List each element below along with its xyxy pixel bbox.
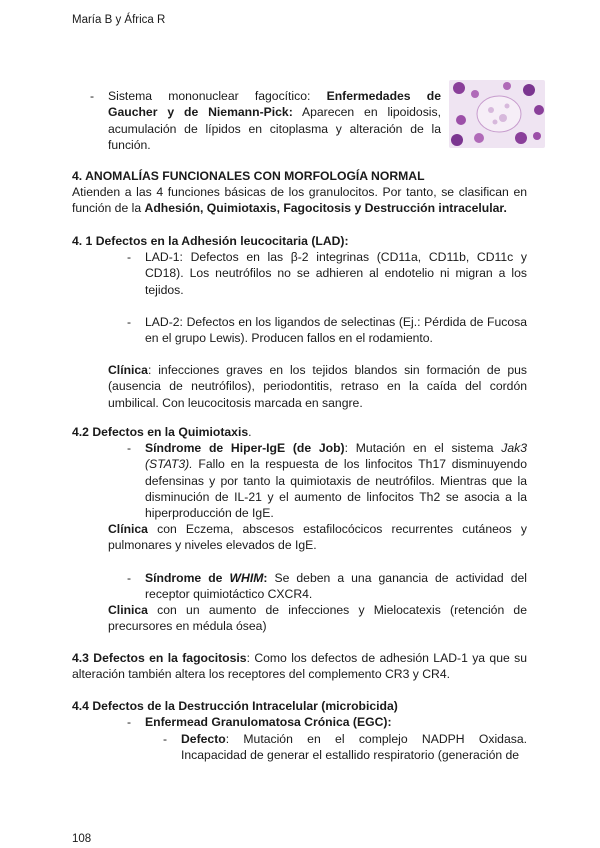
lad1-item: LAD-1: Defectos en las β-2 integrinas (CD11a, CD11b, CD11c y CD18). Los neutrófilos no se adhieren al endotelio ni migran a los tejidos.: [145, 250, 527, 297]
bullet-dash: -: [90, 89, 95, 103]
bullet-dash: -: [127, 441, 132, 455]
section-4-1-title: 4. 1 Defectos en la Adhesión leucocitaria (LAD):: [72, 234, 349, 248]
intro-lead: Sistema mononuclear fagocítico:: [108, 89, 327, 103]
intro-paragraph: [108, 88, 441, 153]
bullet-dash: -: [127, 315, 132, 329]
section-4-3: 4.3 Defectos en la fagocitosis: Como los defectos de adhesión LAD-1 ya que su alteración también altera los receptores del complemento CR3 y CR4.: [72, 651, 528, 682]
whim-syndrome-item: Síndrome de WHIM: Se deben a una ganancia de actividad del receptor quimiotáctico CXCR4.: [145, 571, 528, 602]
bullet-dash: -: [127, 715, 132, 729]
section-4-2-title: 4.2 Defectos en la Quimiotaxis.: [72, 425, 252, 439]
page-header: María B y África R: [72, 14, 166, 26]
s42-clinica-2: Clinica con un aumento de infecciones y Mielocatexis (retención de precursores en médula ósea): [108, 603, 527, 634]
bullet-dash: -: [127, 571, 132, 585]
section-4-title: 4. ANOMALÍAS FUNCIONALES CON MORFOLOGÍA NORMAL: [72, 169, 425, 183]
s42-clinica-1: Clínica con Eczema, abscesos estafilocócicos recurrentes cutáneos y pulmonares y niveles elevados de IgE.: [108, 522, 527, 553]
micrograph-image: [449, 80, 545, 148]
s41-clinica: Clínica: infecciones graves en los tejidos blandos sin formación de pus (ausencia de neutrófilos), periodontitis, retraso en la caída del cordón umbilical. Con leucocitosis marcada en sangre.: [108, 363, 527, 410]
section-4-intro: Atienden a las 4 funciones básicas de los granulocitos. Por tanto, se clasifican en función de la Adhesión, Quimiotaxis, Fagocitosis y Destrucción intracelular.: [72, 185, 527, 216]
section-4-4-title: 4.4 Defectos de la Destrucción Intracelular (microbicida): [72, 699, 398, 713]
intro-bold: Enfermedades de Gaucher y de Niemann-Pick:: [108, 89, 441, 120]
egc-item: Enfermead Granulomatosa Crónica (EGC):: [145, 715, 392, 729]
job-syndrome-item: Síndrome de Hiper-IgE (de Job): Mutación en el sistema Jak3 (STAT3). Fallo en la respuesta de los linfocitos Th17 disminuyendo defensinas y por tanto la quimiotaxis de neutrófilos. Mientras que la disminución de IL-21 y el aumento de linfocitos Th2 se asocia a la hiperproducción de IgE.: [145, 441, 527, 521]
lad2-item: LAD-2: Defectos en los ligandos de selectinas (Ej.: Pérdida de Fucosa en el grupo Lewis). Producen fallos en el rodamiento.: [145, 315, 527, 346]
page-number: 108: [72, 833, 92, 845]
defecto-item: Defecto: Mutación en el complejo NADPH Oxidasa. Incapacidad de generar el estallido respiratorio (generación de: [181, 732, 527, 763]
bullet-dash: -: [163, 732, 168, 746]
bullet-dash: -: [127, 250, 132, 264]
intro-rest: Aparecen en lipoidosis, acumulación de lípidos en citoplasma y alteración de la función.: [108, 105, 441, 152]
